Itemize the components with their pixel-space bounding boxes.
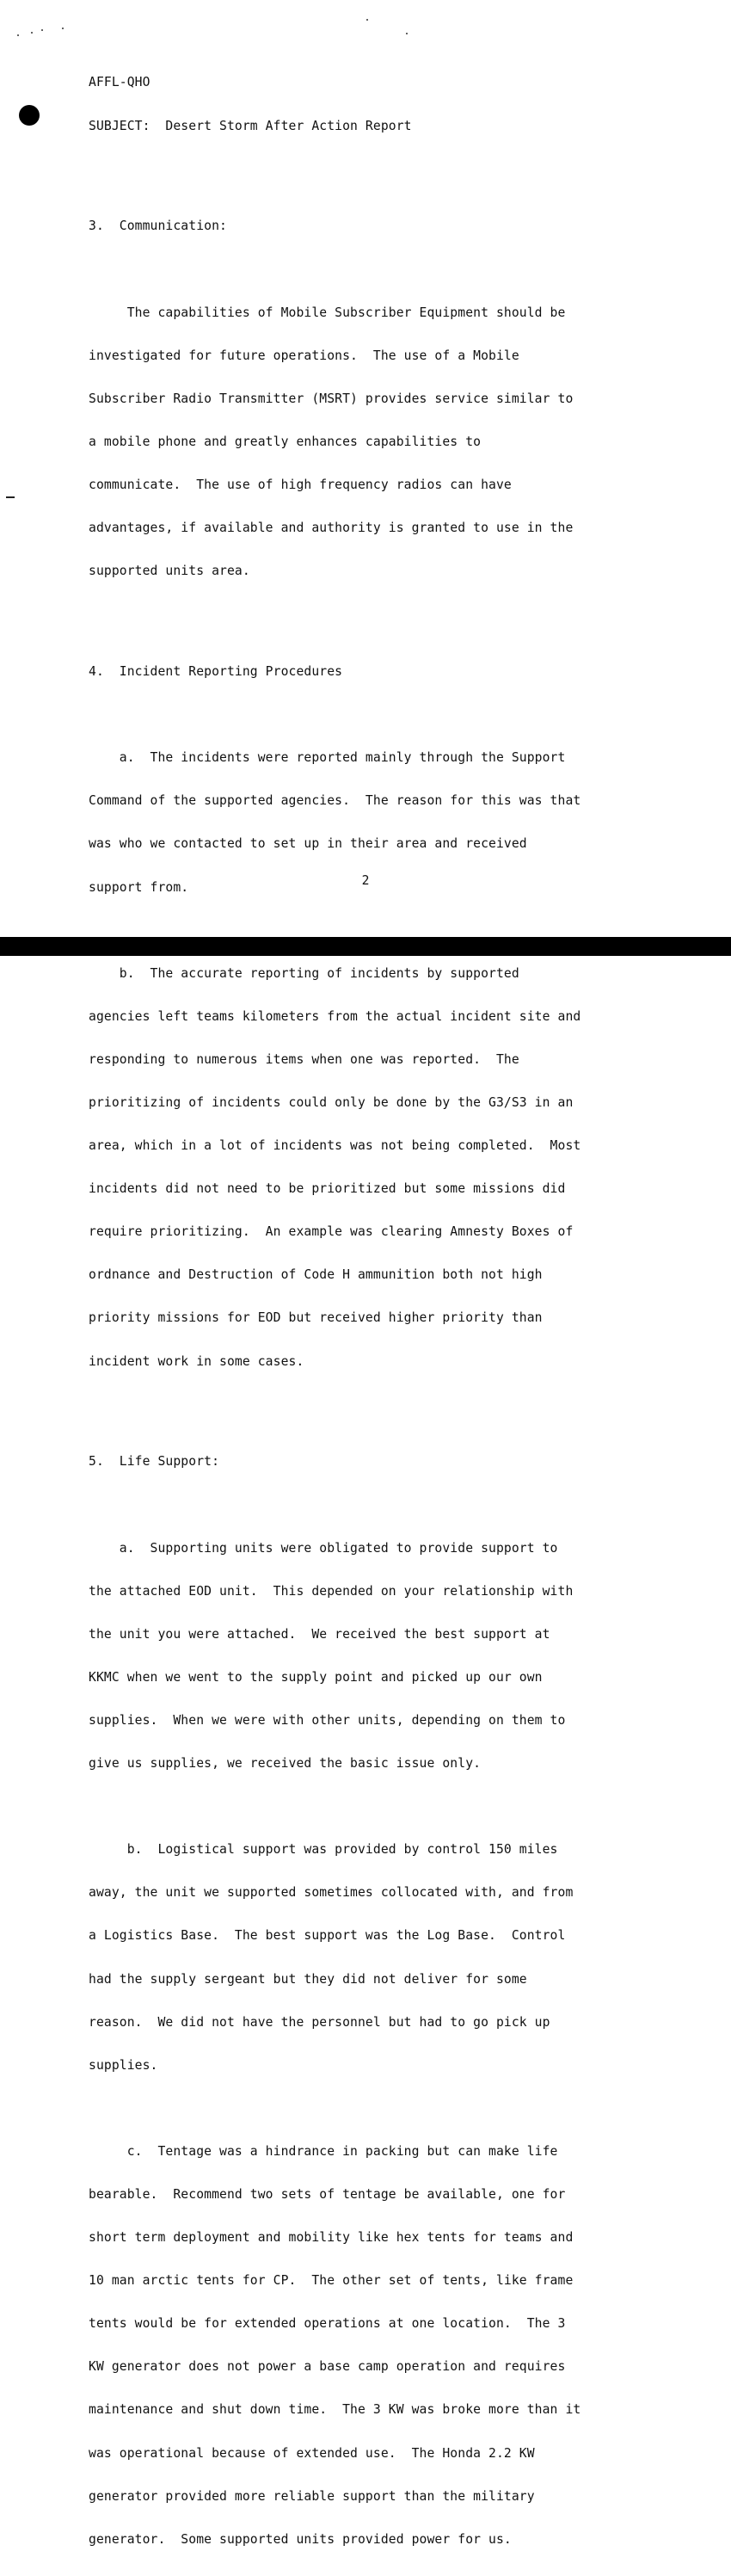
text-line: b. The accurate reporting of incidents by supported	[89, 965, 519, 981]
text-line: responding to numerous items when one was reported. The	[89, 1051, 519, 1067]
text-line: supported units area.	[89, 564, 250, 579]
document-body	[89, 47, 656, 2576]
scan-speck	[406, 33, 408, 34]
text-line: bearable. Recommend two sets of tentage be available, one for	[89, 2187, 566, 2203]
page-number: 2	[361, 873, 370, 888]
section-heading: 4. Incident Reporting Procedures	[89, 664, 343, 680]
text-line: tents would be for extended operations at one location. The 3	[89, 2316, 566, 2332]
section-heading: 3. Communication:	[89, 219, 227, 234]
text-line: generator. Some supported units provided power for us.	[89, 2531, 512, 2547]
text-line: priority missions for EOD but received higher priority than	[89, 1310, 543, 1326]
text-line: a mobile phone and greatly enhances capabilities to	[89, 434, 482, 449]
text-line: KW generator does not power a base camp operation and requires	[89, 2359, 566, 2375]
text-line: Subscriber Radio Transmitter (MSRT) provides service similar to	[89, 391, 574, 406]
text-line: maintenance and shut down time. The 3 KW was broke more than it	[89, 2402, 581, 2418]
text-line: away, the unit we supported sometimes collocated with, and from	[89, 1885, 574, 1901]
scan-speck	[17, 34, 19, 36]
text-line: The capabilities of Mobile Subscriber Equipment should be	[89, 305, 566, 320]
text-line: investigated for future operations. The use of a Mobile	[89, 348, 519, 363]
text-line: ordnance and Destruction of Code H ammunition both not high	[89, 1267, 543, 1283]
text-line: was operational because of extended use. The Honda 2.2 KW	[89, 2445, 535, 2461]
section-heading: 5. Life Support:	[89, 1454, 220, 1470]
scan-speck	[366, 19, 368, 21]
text-line: supplies.	[89, 2057, 158, 2073]
text-line: supplies. When we were with other units, depending on them to	[89, 1712, 566, 1728]
text-line: was who we contacted to set up in their area and received	[89, 836, 527, 852]
text-line: reason. We did not have the personnel but had to go pick up	[89, 2014, 550, 2030]
text-line: 10 man arctic tents for CP. The other set of tents, like frame	[89, 2273, 574, 2289]
text-line: generator provided more reliable support than the military	[89, 2488, 535, 2504]
scan-speck	[62, 28, 64, 29]
text-line: b. Logistical support was provided by control 150 miles	[89, 1842, 558, 1858]
office-symbol: AFFL-QHO	[89, 75, 150, 90]
text-line: require prioritizing. An example was clearing Amnesty Boxes of	[89, 1224, 574, 1240]
text-line: the unit you were attached. We received the best support at	[89, 1626, 550, 1642]
text-line: area, which in a lot of incidents was not being completed. Most	[89, 1138, 581, 1154]
text-line: incident work in some cases.	[89, 1353, 304, 1369]
text-line: the attached EOD unit. This depended on your relationship with	[89, 1583, 574, 1599]
margin-mark	[6, 496, 15, 498]
scan-speck	[41, 29, 43, 31]
text-line: support from.	[89, 879, 189, 895]
text-line: KKMC when we went to the supply point and picked up our own	[89, 1669, 543, 1685]
text-line: a Logistics Base. The best support was the Log Base. Control	[89, 1928, 566, 1944]
text-line: agencies left teams kilometers from the actual incident site and	[89, 1008, 581, 1024]
subject-line: SUBJECT: Desert Storm After Action Report	[89, 118, 412, 133]
scan-edge-bar	[0, 937, 731, 956]
text-line: prioritizing of incidents could only be done by the G3/S3 in an	[89, 1094, 574, 1110]
text-line: communicate. The use of high frequency radios can have	[89, 477, 512, 492]
text-line: give us supplies, we received the basic issue only.	[89, 1756, 482, 1772]
scan-speck	[31, 32, 33, 34]
text-line: a. Supporting units were obligated to provide support to	[89, 1540, 558, 1556]
text-line: c. Tentage was a hindrance in packing but can make life	[89, 2143, 558, 2159]
text-line: incidents did not need to be prioritized but some missions did	[89, 1181, 566, 1197]
punch-hole	[19, 105, 40, 126]
text-line: advantages, if available and authority is granted to use in the	[89, 521, 574, 536]
text-line: Command of the supported agencies. The reason for this was that	[89, 793, 581, 809]
text-line: a. The incidents were reported mainly through the Support	[89, 750, 566, 766]
text-line: had the supply sergeant but they did not deliver for some	[89, 1971, 527, 1987]
text-line: short term deployment and mobility like hex tents for teams and	[89, 2230, 574, 2246]
